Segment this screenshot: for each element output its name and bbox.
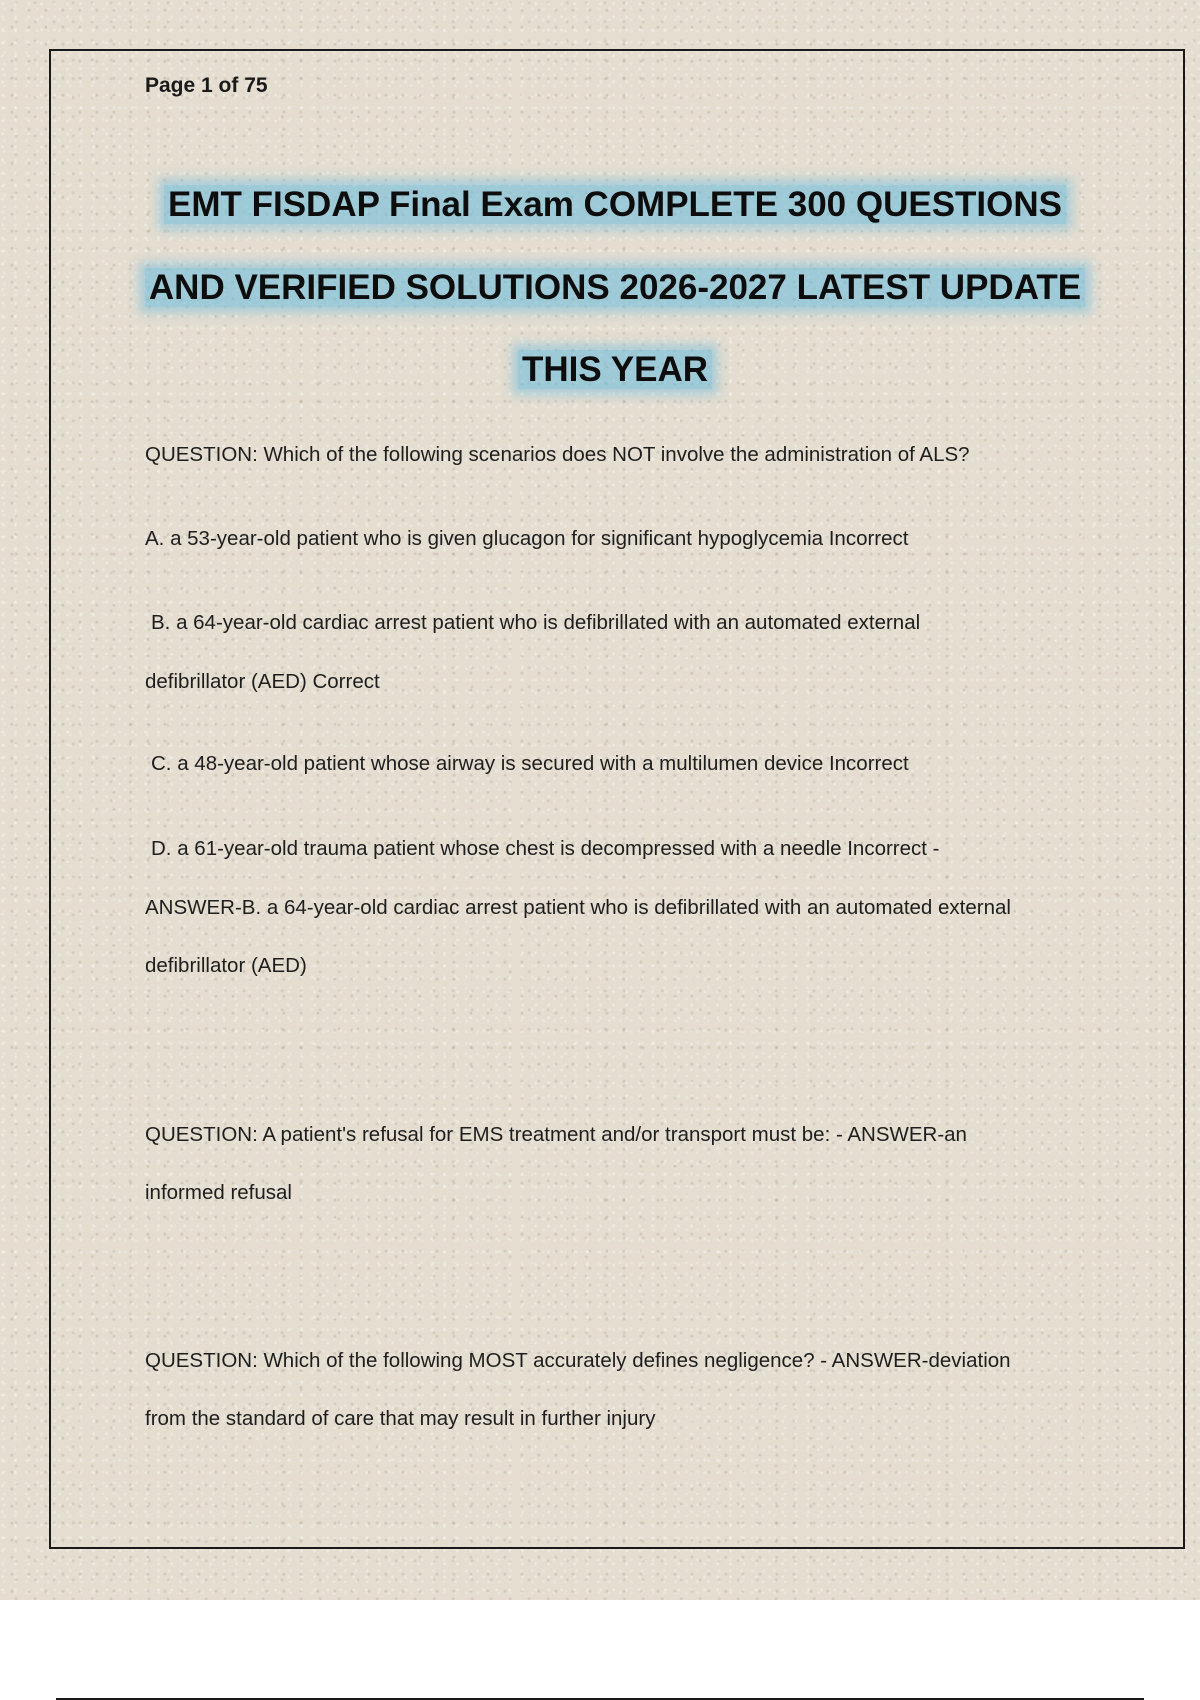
question-1-option-b-continued: defibrillator (AED) Correct	[145, 670, 380, 693]
question-3-text: QUESTION: Which of the following MOST accurately defines negligence? - ANSWER-deviation	[145, 1349, 1011, 1372]
question-1-option-d: D. a 61-year-old trauma patient whose chest is decompressed with a needle Incorrect -	[151, 837, 940, 860]
document-title-line-1: EMT FISDAP Final Exam COMPLETE 300 QUESTIONS	[120, 185, 1110, 225]
question-1-answer-continued: defibrillator (AED)	[145, 954, 307, 977]
question-1-text: QUESTION: Which of the following scenarios does NOT involve the administration of ALS?	[145, 443, 970, 466]
question-3-answer-continued: from the standard of care that may result in further injury	[145, 1407, 656, 1430]
question-1-option-a: A. a 53-year-old patient who is given glucagon for significant hypoglycemia Incorrect	[145, 527, 909, 550]
document-title-line-2: AND VERIFIED SOLUTIONS 2026-2027 LATEST UPDATE	[120, 268, 1110, 308]
question-1-option-b: B. a 64-year-old cardiac arrest patient who is defibrillated with an automated external	[151, 611, 921, 634]
page-number: Page 1 of 75	[145, 74, 268, 97]
document-title-line-3: THIS YEAR	[120, 350, 1110, 390]
question-1-option-c: C. a 48-year-old patient whose airway is secured with a multilumen device Incorrect	[151, 752, 909, 775]
question-2-text: QUESTION: A patient's refusal for EMS treatment and/or transport must be: - ANSWER-an	[145, 1123, 967, 1146]
question-1-answer: ANSWER-B. a 64-year-old cardiac arrest patient who is defibrillated with an automated external	[145, 896, 1011, 919]
question-2-answer-continued: informed refusal	[145, 1181, 292, 1204]
